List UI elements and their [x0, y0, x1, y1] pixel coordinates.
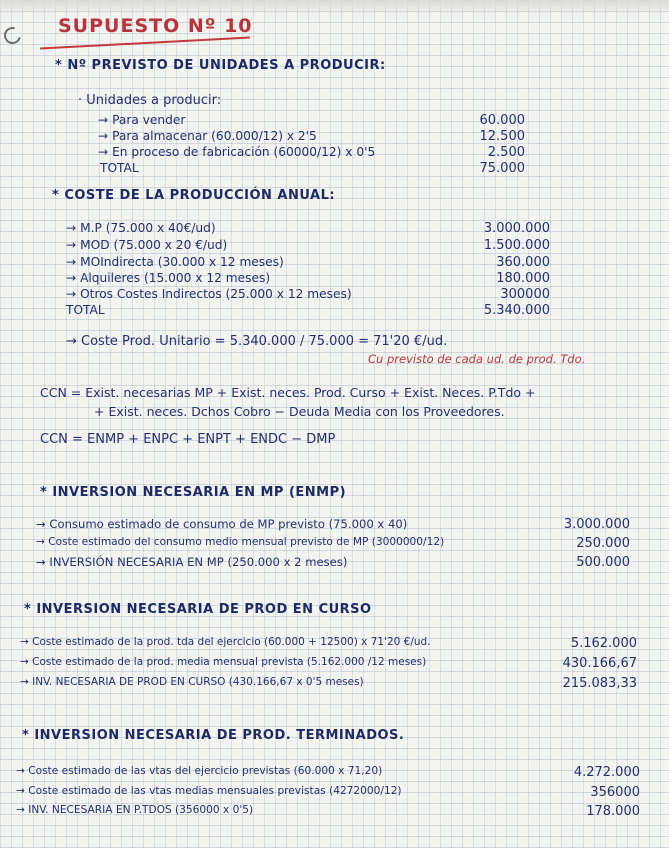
- ccn-definition-line-2: + Exist. neces. Dchos Cobro − Deuda Media con los Proveedores.: [94, 404, 505, 419]
- page-title: SUPUESTO Nº 10: [58, 15, 253, 37]
- binder-ring-icon: [1, 24, 24, 47]
- fg-row-label: → Coste estimado de las vtas medias mensuales previstas (4272000/12): [16, 785, 402, 797]
- ccn-definition-line-1: CCN = Exist. necesarias MP + Exist. neces. Prod. Curso + Exist. Neces. P.Tdo +: [40, 385, 536, 400]
- mp-row-label: → Coste estimado del consumo medio mensual previsto de MP (3000000/12): [36, 536, 445, 548]
- wip-row-value: 430.166,67: [562, 656, 637, 671]
- units-total-value: 75.000: [479, 161, 525, 176]
- fg-row-value: 178.000: [586, 804, 640, 819]
- units-row-label: → Para vender: [98, 113, 186, 127]
- mp-row-label: → INVERSIÓN NECESARIA EN MP (250.000 x 2 meses): [36, 555, 348, 569]
- units-total-label: TOTAL: [100, 161, 139, 175]
- page-shadow: [0, 0, 669, 14]
- cost-row-label: → MOD (75.000 x 20 €/ud): [66, 238, 228, 252]
- cost-row-label: → M.P (75.000 x 40€/ud): [66, 221, 216, 235]
- units-row-value: 12.500: [479, 129, 525, 144]
- cost-row-value: 360.000: [496, 255, 550, 270]
- mp-row-value: 500.000: [576, 555, 630, 570]
- wip-row-label: → Coste estimado de la prod. media mensual prevista (5.162.000 /12 meses): [20, 656, 427, 668]
- cost-row-label: → MOIndirecta (30.000 x 12 meses): [66, 255, 284, 269]
- fg-row-label: → INV. NECESARIA EN P.TDOS (356000 x 0'5): [16, 804, 254, 816]
- units-intro: · Unidades a producir:: [78, 93, 222, 108]
- fg-row-label: → Coste estimado de las vtas del ejercicio previstas (60.000 x 71,20): [16, 765, 383, 777]
- section-production-cost-heading: * COSTE DE LA PRODUCCIÓN ANUAL:: [52, 188, 336, 203]
- cost-row-value: 300000: [500, 287, 550, 302]
- cost-row-value: 1.500.000: [483, 238, 550, 253]
- section-wip-investment-heading: * INVERSION NECESARIA DE PROD EN CURSO: [24, 602, 372, 617]
- mp-row-value: 250.000: [576, 536, 630, 551]
- title-underline: [40, 37, 250, 50]
- units-row-label: → En proceso de fabricación (60000/12) x 0'5: [98, 145, 376, 159]
- cost-row-label: → Otros Costes Indirectos (25.000 x 12 meses): [66, 287, 352, 301]
- cost-total-value: 5.340.000: [483, 303, 550, 318]
- section-units-heading: * Nº PREVISTO DE UNIDADES A PRODUCIR:: [55, 58, 386, 73]
- fg-row-value: 356000: [590, 785, 640, 800]
- wip-row-label: → INV. NECESARIA DE PROD EN CURSO (430.166,67 x 0'5 meses): [20, 676, 364, 688]
- units-row-value: 2.500: [487, 145, 525, 160]
- fg-row-value: 4.272.000: [573, 765, 640, 780]
- cost-row-label: → Alquileres (15.000 x 12 meses): [66, 271, 271, 285]
- cost-row-value: 3.000.000: [483, 221, 550, 236]
- units-row-value: 60.000: [479, 113, 525, 128]
- wip-row-value: 215.083,33: [562, 676, 637, 691]
- cost-row-value: 180.000: [496, 271, 550, 286]
- wip-row-label: → Coste estimado de la prod. tda del ejercicio (60.000 + 12500) x 71'20 €/ud.: [20, 636, 431, 648]
- units-row-label: → Para almacenar (60.000/12) x 2'5: [98, 129, 317, 143]
- section-mp-investment-heading: * INVERSION NECESARIA EN MP (ENMP): [40, 485, 347, 500]
- cost-total-label: TOTAL: [66, 303, 105, 317]
- mp-row-value: 3.000.000: [563, 517, 630, 532]
- wip-row-value: 5.162.000: [570, 636, 637, 651]
- section-finished-goods-heading: * INVERSION NECESARIA DE PROD. TERMINADOS.: [22, 728, 405, 743]
- mp-row-label: → Consumo estimado de consumo de MP previsto (75.000 x 40): [36, 517, 408, 531]
- ccn-formula: CCN = ENMP + ENPC + ENPT + ENDC − DMP: [40, 432, 336, 447]
- unit-cost-note: Cu previsto de cada ud. de prod. Tdo.: [368, 352, 586, 366]
- unit-cost-line: → Coste Prod. Unitario = 5.340.000 / 75.000 = 71'20 €/ud.: [66, 334, 448, 349]
